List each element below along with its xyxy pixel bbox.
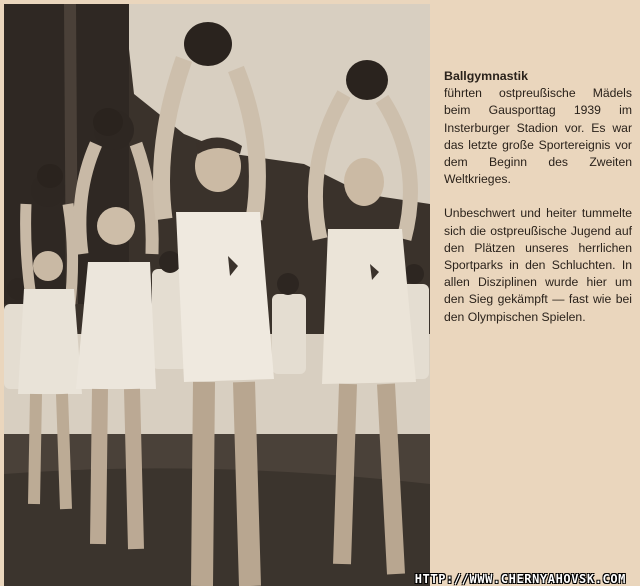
caption-paragraph-2: Unbeschwert und heiter tummelte sich die ostpreußische Jugend auf den Plätzen unseres herrlichen Sportparks in den Schluchten. In allen Disziplinen wurde hier um den Sieg gekämpft — fast wie bei den Olympischen Spielen. — [444, 206, 632, 324]
caption-paragraph-1: führten ostpreußische Mädels beim Gausporttag 1939 im Insterburger Stadion vor. Es war das letzte große Sportereignis vor dem Beginn des Zweiten Weltkrieges. — [444, 86, 632, 187]
site-watermark: HTTP://WWW.CHERNYAHOVSK.COM — [414, 572, 626, 586]
ball-center — [184, 22, 232, 66]
ball-right — [346, 60, 388, 100]
photo-caption — [444, 68, 632, 326]
photo-illustration — [4, 4, 430, 586]
gymnastics-photo — [4, 4, 430, 586]
caption-title: Ballgymnastik — [444, 69, 529, 83]
caption-text-1 — [444, 68, 632, 188]
